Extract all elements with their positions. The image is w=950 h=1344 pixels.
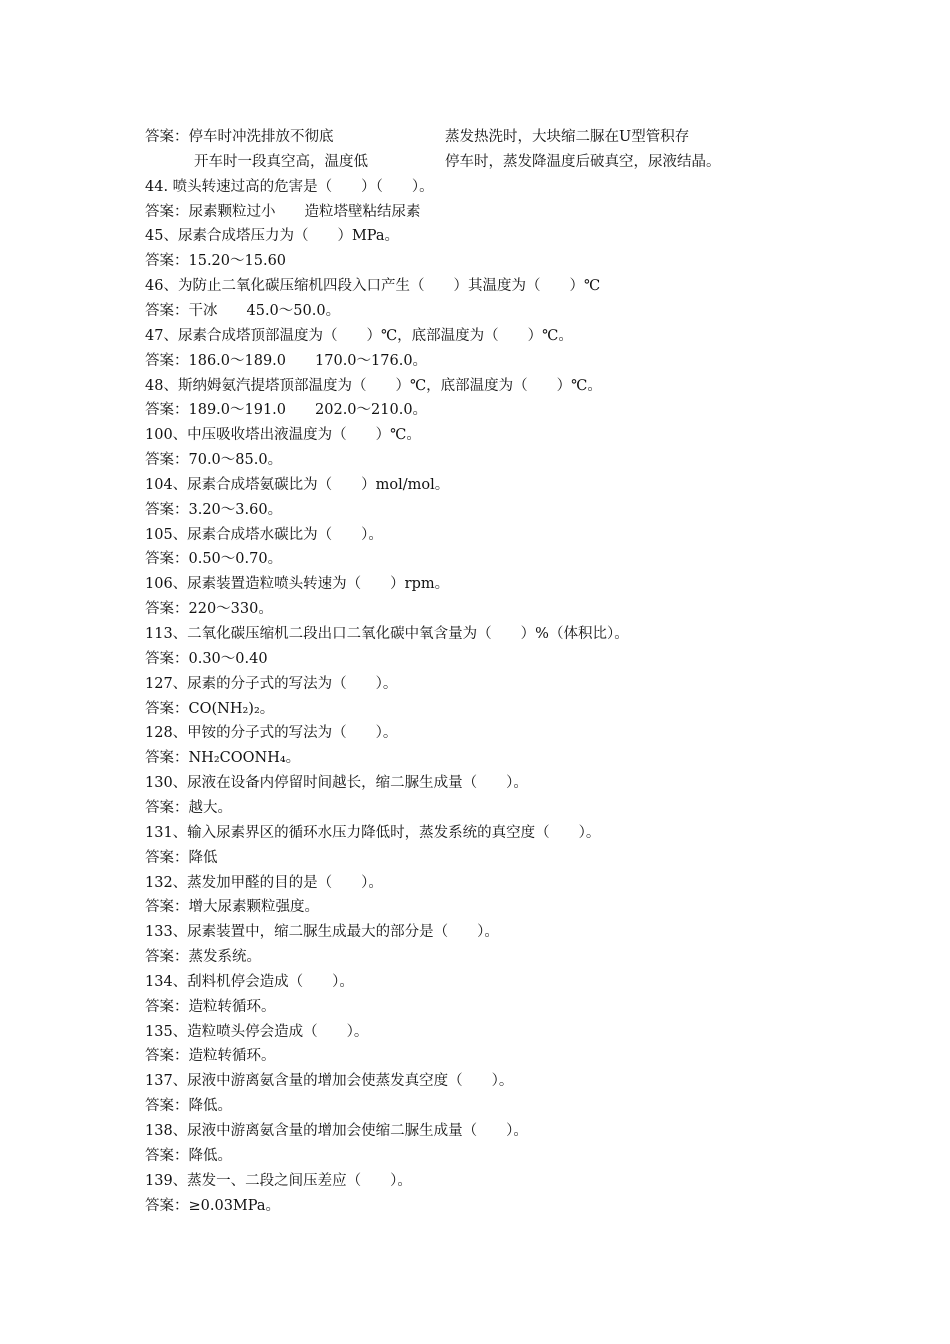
text-line xyxy=(145,500,282,520)
line-text: 130、尿液在设备内停留时间越长，缩二脲生成量（ ）。 xyxy=(145,775,528,792)
text-line xyxy=(145,376,602,396)
line-text: 答案：越大。 xyxy=(145,799,232,816)
text-line xyxy=(145,773,528,793)
line-text: 答案：蒸发系统。 xyxy=(145,949,261,966)
text-line xyxy=(145,922,499,942)
line-text: 113、二氧化碳压缩机二段出口二氧化碳中氧含量为（ ）%（体积比）。 xyxy=(145,626,629,642)
text-line xyxy=(145,873,383,893)
line-text: 133、尿素装置中，缩二脲生成最大的部分是（ ）。 xyxy=(145,924,499,941)
line-text: 131、输入尿素界区的循环水压力降低时，蒸发系统的真空度（ ）。 xyxy=(145,824,601,841)
text-line xyxy=(145,177,434,197)
line-text: 137、尿液中游离氨含量的增加会使蒸发真空度（ ）。 xyxy=(145,1073,514,1090)
line-text: 128、甲铵的分子式的写法为（ ）。 xyxy=(145,725,398,742)
text-line xyxy=(145,1171,412,1191)
line-text: 答案：造粒转循环。 xyxy=(145,998,276,1015)
text-line xyxy=(194,152,721,172)
text-line xyxy=(145,127,690,147)
text-line xyxy=(145,549,282,569)
text-line xyxy=(145,897,319,917)
text-line xyxy=(145,798,232,818)
line-text: 46、为防止二氧化碳压缩机四段入口产生（ ）其温度为（ ）℃ xyxy=(145,278,601,295)
line-text: 134、刮料机停会造成（ ）。 xyxy=(145,973,354,990)
text-line xyxy=(145,599,273,619)
text-line xyxy=(145,276,600,296)
text-line xyxy=(145,301,340,321)
text-line xyxy=(145,823,600,843)
text-line xyxy=(145,425,421,445)
line-text: 答案：NH₂COONH₄。 xyxy=(145,750,301,767)
line-text: 答案：停车时冲洗排放不彻底 xyxy=(145,129,334,145)
line-text: 答案：70.0～85.0。 xyxy=(145,452,283,469)
line-text: 答案：220～330。 xyxy=(145,601,273,618)
line-text: 45、尿素合成塔压力为（ ）MPa。 xyxy=(145,228,400,245)
text-line xyxy=(145,997,276,1017)
line-text: 答案：3.20～3.60。 xyxy=(145,501,283,518)
line-text: 答案：15.20～15.60 xyxy=(145,253,287,270)
text-line xyxy=(145,525,383,545)
text-line xyxy=(145,475,449,495)
text-line xyxy=(145,251,286,271)
text-line xyxy=(145,1146,232,1166)
text-line xyxy=(145,848,218,868)
line-text: 答案：CO(NH₂)₂。 xyxy=(145,700,275,717)
text-line xyxy=(145,326,573,346)
text-line xyxy=(145,1022,368,1042)
line-text: 48、斯纳姆氨汽提塔顶部温度为（ ）℃，底部温度为（ ）℃。 xyxy=(145,377,602,394)
line-text: 答案：降低。 xyxy=(145,1098,232,1115)
line-text: 127、尿素的分子式的写法为（ ）。 xyxy=(145,675,398,692)
line-text-secondary: 蒸发热洗时，大块缩二脲在U型管积存 xyxy=(445,129,690,145)
line-text: 答案：189.0～191.0 202.0～210.0。 xyxy=(145,402,428,419)
line-text: 答案：186.0～189.0 170.0～176.0。 xyxy=(145,352,428,369)
text-line xyxy=(145,226,399,246)
line-text: 105、尿素合成塔水碳比为（ ）。 xyxy=(145,526,383,543)
line-text: 答案：增大尿素颗粒强度。 xyxy=(145,899,319,916)
text-line xyxy=(145,1196,280,1216)
line-text: 47、尿素合成塔顶部温度为（ ）℃，底部温度为（ ）℃。 xyxy=(145,327,573,344)
line-text: 开车时一段真空高，温度低 xyxy=(194,153,368,170)
line-text: 答案：≥0.03MPa。 xyxy=(145,1197,281,1214)
line-text: 135、造粒喷头停会造成（ ）。 xyxy=(145,1023,369,1040)
text-line xyxy=(145,1121,528,1141)
text-line xyxy=(145,699,274,719)
text-line xyxy=(145,723,397,743)
line-text: 132、蒸发加甲醛的目的是（ ）。 xyxy=(145,874,383,891)
line-text: 答案：0.30～0.40 xyxy=(145,650,268,667)
text-line xyxy=(145,574,449,594)
line-text: 答案：干冰 45.0～50.0。 xyxy=(145,302,341,319)
line-text: 138、尿液中游离氨含量的增加会使缩二脲生成量（ ）。 xyxy=(145,1123,528,1139)
line-text: 答案：0.50～0.70。 xyxy=(145,551,283,568)
line-text: 答案：尿素颗粒过小 造粒塔壁粘结尿素 xyxy=(145,203,421,220)
line-text: 100、中压吸收塔出液温度为（ ）℃。 xyxy=(145,427,421,444)
text-line xyxy=(145,1071,513,1091)
line-text: 44. 喷头转速过高的危害是（ ）（ ）。 xyxy=(145,178,434,195)
text-line xyxy=(145,450,282,470)
text-line xyxy=(145,649,268,669)
line-text: 答案：降低。 xyxy=(145,1147,232,1164)
text-line xyxy=(145,1046,276,1066)
line-text: 139、蒸发一、二段之间压差应（ ）。 xyxy=(145,1172,412,1189)
text-line xyxy=(145,748,300,768)
line-text: 答案：降低 xyxy=(145,849,218,866)
text-line xyxy=(145,947,261,967)
line-text: 答案：造粒转循环。 xyxy=(145,1048,276,1065)
text-line xyxy=(145,674,397,694)
text-line xyxy=(145,351,427,371)
text-line xyxy=(145,1096,232,1116)
line-text: 106、尿素装置造粒喷头转速为（ ）rpm。 xyxy=(145,576,450,593)
text-line xyxy=(145,202,421,222)
text-line xyxy=(145,972,354,992)
text-line xyxy=(145,624,629,644)
text-line xyxy=(145,400,427,420)
line-text-secondary: 停车时，蒸发降温度后破真空，尿液结晶。 xyxy=(445,153,721,170)
line-text: 104、尿素合成塔氨碳比为（ ）mol/mol。 xyxy=(145,476,450,493)
